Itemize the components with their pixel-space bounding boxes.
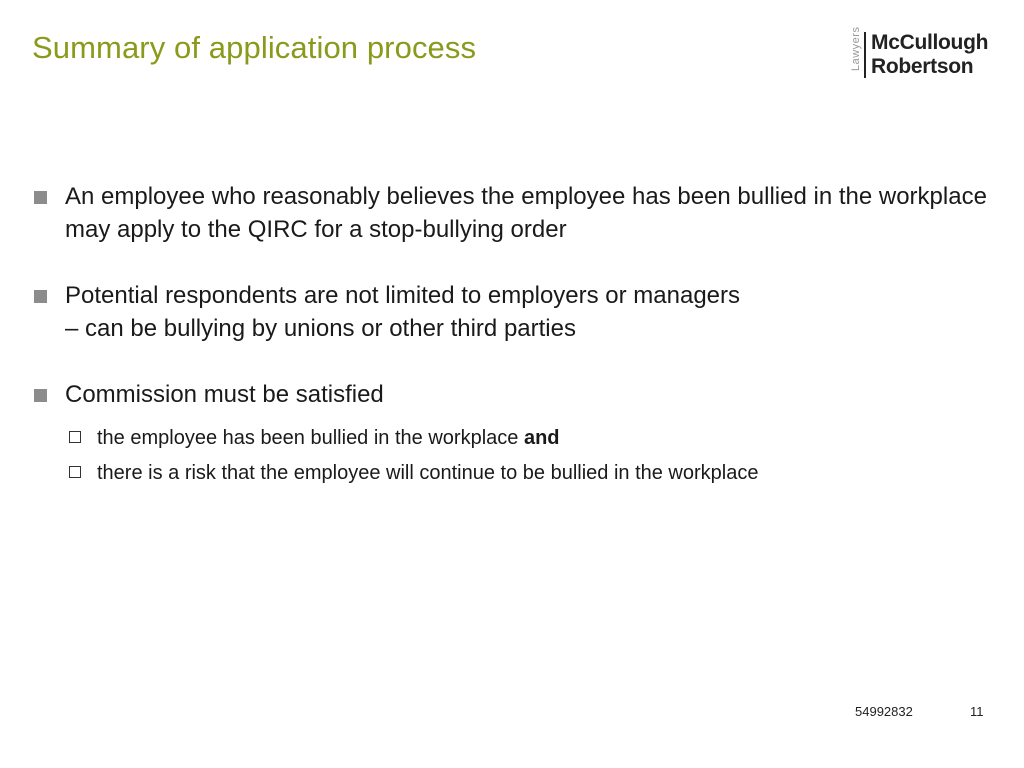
logo-name-line2: Robertson	[871, 55, 974, 78]
square-bullet-icon	[34, 290, 47, 303]
bullet-text-line2: – can be bullying by unions or other third parties	[65, 315, 576, 342]
sub-bullet-item	[32, 459, 992, 487]
sub-bullet-text: the employee has been bullied in the workplace	[97, 427, 524, 449]
sub-bullet-text: there is a risk that the employee will continue to be bullied in the workplace	[97, 462, 759, 484]
company-logo	[845, 26, 995, 82]
slide-content	[32, 180, 992, 514]
checkbox-bullet-icon	[69, 466, 81, 478]
document-id: 54992832	[855, 704, 913, 719]
checkbox-bullet-icon	[69, 431, 81, 443]
sub-bullet-bold: and	[523, 427, 560, 449]
bullet-text-line1: Potential respondents are not limited to employers or managers	[65, 282, 741, 309]
sub-bullet-item	[32, 424, 992, 452]
square-bullet-icon	[34, 191, 47, 204]
square-bullet-icon	[34, 389, 47, 402]
bullet-text: An employee who reasonably believes the employee has been bullied in the workplace may apply to the QIRC for a stop-bullying order	[65, 183, 987, 243]
page-number: 11	[970, 704, 984, 719]
logo-divider	[864, 32, 866, 78]
page-title: Summary of application process	[32, 30, 477, 65]
bullet-item	[32, 279, 992, 345]
logo-tagline: Lawyers	[850, 26, 862, 71]
bullet-item	[32, 180, 992, 246]
bullet-text: Commission must be satisfied	[65, 381, 384, 408]
bullet-item	[32, 378, 992, 411]
logo-name-line1: McCullough	[871, 31, 989, 54]
